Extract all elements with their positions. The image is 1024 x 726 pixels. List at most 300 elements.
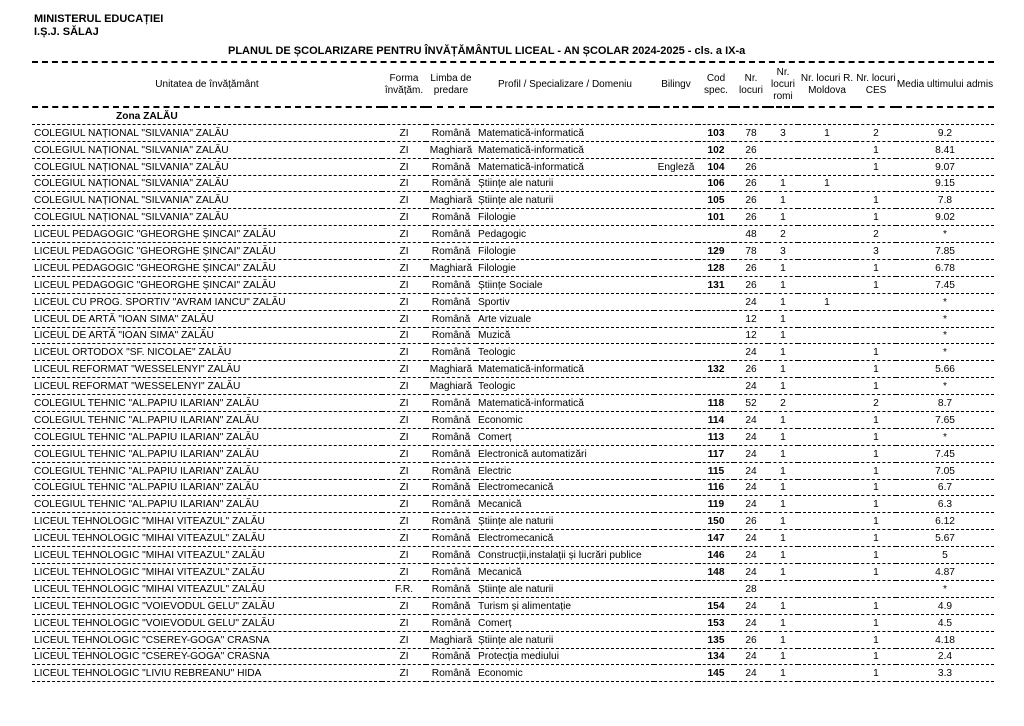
cell-ces: 1 [856, 648, 896, 665]
column-header: Limba de predare [426, 64, 476, 107]
cell-ces: 1 [856, 445, 896, 462]
cell-ces: 1 [856, 412, 896, 429]
cell-profil: Filologie [476, 209, 654, 226]
cell-romi: 1 [768, 597, 798, 614]
cell-romi: 1 [768, 614, 798, 631]
cell-media: 4.5 [896, 614, 994, 631]
cell-cod: 113 [698, 428, 734, 445]
column-header: Unitatea de învățământ [32, 64, 382, 107]
cell-moldova [798, 513, 856, 530]
cell-media: * [896, 310, 994, 327]
cell-forma: ZI [382, 175, 426, 192]
cell-cod [698, 344, 734, 361]
cell-bilingv [654, 226, 698, 243]
cell-profil: Științe ale naturii [476, 175, 654, 192]
cell-locuri: 26 [734, 192, 768, 209]
cell-media: 8.7 [896, 395, 994, 412]
cell-locuri: 26 [734, 276, 768, 293]
cell-moldova [798, 648, 856, 665]
cell-unit: LICEUL CU PROG. SPORTIV "AVRAM IANCU" ZALĂU [32, 293, 382, 310]
cell-romi: 1 [768, 412, 798, 429]
cell-media: 6.7 [896, 479, 994, 496]
cell-cod [698, 226, 734, 243]
cell-bilingv [654, 631, 698, 648]
cell-locuri: 24 [734, 378, 768, 395]
cell-cod: 150 [698, 513, 734, 530]
cell-unit: LICEUL PEDAGOGIC "GHEORGHE ȘINCAI" ZALĂU [32, 243, 382, 260]
table-row [32, 530, 994, 547]
cell-ces: 2 [856, 395, 896, 412]
cell-cod: 132 [698, 361, 734, 378]
cell-limba: Română [426, 479, 476, 496]
cell-media: 5.67 [896, 530, 994, 547]
cell-romi: 3 [768, 243, 798, 260]
cell-locuri: 26 [734, 141, 768, 158]
table-row [32, 209, 994, 226]
cell-ces: 1 [856, 665, 896, 682]
cell-forma: ZI [382, 158, 426, 175]
cell-moldova [798, 530, 856, 547]
cell-forma: ZI [382, 192, 426, 209]
cell-forma: ZI [382, 378, 426, 395]
cell-cod: 153 [698, 614, 734, 631]
header-rule [32, 61, 994, 63]
cell-romi: 1 [768, 175, 798, 192]
cell-cod: 145 [698, 665, 734, 682]
cell-unit: LICEUL PEDAGOGIC "GHEORGHE ȘINCAI" ZALĂU [32, 276, 382, 293]
cell-bilingv [654, 361, 698, 378]
cell-limba: Maghiară [426, 141, 476, 158]
cell-forma: ZI [382, 648, 426, 665]
cell-limba: Română [426, 276, 476, 293]
table-row [32, 597, 994, 614]
cell-cod: 104 [698, 158, 734, 175]
table-row [32, 124, 994, 141]
table-row [32, 260, 994, 277]
cell-locuri: 48 [734, 226, 768, 243]
cell-ces: 1 [856, 141, 896, 158]
cell-romi: 1 [768, 378, 798, 395]
cell-profil: Științe ale naturii [476, 631, 654, 648]
cell-media: 5.66 [896, 361, 994, 378]
cell-bilingv [654, 327, 698, 344]
cell-limba: Română [426, 344, 476, 361]
cell-romi: 1 [768, 462, 798, 479]
cell-ces: 1 [856, 361, 896, 378]
cell-profil: Mecanică [476, 564, 654, 581]
cell-locuri: 24 [734, 462, 768, 479]
cell-unit: LICEUL TEHNOLOGIC "MIHAI VITEAZUL" ZALĂU [32, 564, 382, 581]
cell-cod: 147 [698, 530, 734, 547]
cell-limba: Maghiară [426, 361, 476, 378]
cell-moldova [798, 614, 856, 631]
cell-media: 8.41 [896, 141, 994, 158]
table-row [32, 344, 994, 361]
cell-romi: 1 [768, 648, 798, 665]
column-header: Nr. locuri romi [768, 64, 798, 107]
table-row [32, 665, 994, 682]
cell-ces [856, 327, 896, 344]
cell-locuri: 24 [734, 344, 768, 361]
cell-locuri: 24 [734, 648, 768, 665]
cell-bilingv [654, 665, 698, 682]
cell-limba: Română [426, 462, 476, 479]
cell-romi: 1 [768, 310, 798, 327]
cell-locuri: 24 [734, 412, 768, 429]
cell-limba: Română [426, 580, 476, 597]
cell-unit: LICEUL REFORMAT "WESSELENYI" ZALĂU [32, 361, 382, 378]
cell-romi: 1 [768, 327, 798, 344]
cell-romi: 1 [768, 564, 798, 581]
cell-bilingv [654, 513, 698, 530]
cell-forma: ZI [382, 462, 426, 479]
cell-unit: LICEUL PEDAGOGIC "GHEORGHE ȘINCAI" ZALĂU [32, 260, 382, 277]
table-row [32, 547, 994, 564]
column-header: Nr. locuri CES [856, 64, 896, 107]
cell-romi: 1 [768, 513, 798, 530]
cell-unit: LICEUL TEHNOLOGIC "CSEREY-GOGA" CRASNA [32, 648, 382, 665]
cell-media: * [896, 226, 994, 243]
cell-cod [698, 580, 734, 597]
cell-media: * [896, 378, 994, 395]
cell-profil: Științe Sociale [476, 276, 654, 293]
cell-romi [768, 158, 798, 175]
cell-moldova [798, 665, 856, 682]
cell-ces: 2 [856, 226, 896, 243]
cell-bilingv [654, 395, 698, 412]
cell-unit: LICEUL DE ARTĂ "IOAN SIMA" ZALĂU [32, 327, 382, 344]
cell-media: 7.05 [896, 462, 994, 479]
cell-bilingv [654, 428, 698, 445]
cell-forma: ZI [382, 124, 426, 141]
cell-media: 7.8 [896, 192, 994, 209]
cell-ces: 1 [856, 631, 896, 648]
cell-media: 6.3 [896, 496, 994, 513]
cell-profil: Matematică-informatică [476, 124, 654, 141]
cell-limba: Română [426, 124, 476, 141]
cell-cod: 102 [698, 141, 734, 158]
cell-media: 9.2 [896, 124, 994, 141]
cell-romi [768, 580, 798, 597]
cell-locuri: 24 [734, 564, 768, 581]
cell-ces: 3 [856, 243, 896, 260]
cell-unit: COLEGIUL NAȚIONAL "SILVANIA" ZALĂU [32, 124, 382, 141]
cell-bilingv [654, 648, 698, 665]
cell-unit: LICEUL TEHNOLOGIC "LIVIU REBREANU" HIDA [32, 665, 382, 682]
table-row [32, 361, 994, 378]
cell-cod: 106 [698, 175, 734, 192]
cell-moldova [798, 361, 856, 378]
table-row [32, 513, 994, 530]
table-row [32, 226, 994, 243]
cell-moldova [798, 158, 856, 175]
cell-media: 7.45 [896, 276, 994, 293]
cell-ces: 1 [856, 260, 896, 277]
cell-bilingv [654, 412, 698, 429]
cell-locuri: 26 [734, 158, 768, 175]
cell-unit: COLEGIUL NAȚIONAL "SILVANIA" ZALĂU [32, 158, 382, 175]
cell-bilingv [654, 530, 698, 547]
cell-bilingv [654, 564, 698, 581]
cell-locuri: 52 [734, 395, 768, 412]
cell-limba: Română [426, 209, 476, 226]
cell-unit: LICEUL TEHNOLOGIC "VOIEVODUL GELU" ZALĂU [32, 597, 382, 614]
cell-profil: Științe ale naturii [476, 192, 654, 209]
cell-limba: Maghiară [426, 631, 476, 648]
cell-profil: Mecanică [476, 496, 654, 513]
cell-profil: Protecția mediului [476, 648, 654, 665]
cell-profil: Științe ale naturii [476, 580, 654, 597]
table-row [32, 293, 994, 310]
column-header: Nr. locuri R. Moldova [798, 64, 856, 107]
cell-locuri: 12 [734, 327, 768, 344]
cell-unit: LICEUL ORTODOX "SF. NICOLAE" ZALĂU [32, 344, 382, 361]
cell-bilingv [654, 597, 698, 614]
cell-cod: 146 [698, 547, 734, 564]
cell-profil: Pedagogic [476, 226, 654, 243]
cell-forma: ZI [382, 496, 426, 513]
cell-forma: ZI [382, 479, 426, 496]
table-row [32, 327, 994, 344]
cell-forma: ZI [382, 513, 426, 530]
cell-bilingv [654, 209, 698, 226]
column-header: Profil / Specializare / Domeniu [476, 64, 654, 107]
cell-unit: LICEUL TEHNOLOGIC "CSEREY-GOGA" CRASNA [32, 631, 382, 648]
cell-romi: 1 [768, 428, 798, 445]
cell-limba: Română [426, 496, 476, 513]
cell-locuri: 24 [734, 445, 768, 462]
cell-locuri: 12 [734, 310, 768, 327]
cell-media: 2.4 [896, 648, 994, 665]
cell-unit: LICEUL TEHNOLOGIC "VOIEVODUL GELU" ZALĂU [32, 614, 382, 631]
cell-moldova [798, 564, 856, 581]
cell-cod [698, 293, 734, 310]
table-row [32, 428, 994, 445]
cell-forma: ZI [382, 260, 426, 277]
cell-ces: 1 [856, 158, 896, 175]
cell-locuri: 26 [734, 513, 768, 530]
cell-profil: Electromecanică [476, 479, 654, 496]
cell-ces: 1 [856, 209, 896, 226]
cell-profil: Muzică [476, 327, 654, 344]
table-row [32, 631, 994, 648]
cell-locuri: 78 [734, 124, 768, 141]
cell-forma: ZI [382, 614, 426, 631]
cell-cod: 148 [698, 564, 734, 581]
cell-ces: 1 [856, 428, 896, 445]
cell-unit: COLEGIUL NAȚIONAL "SILVANIA" ZALĂU [32, 192, 382, 209]
cell-unit: COLEGIUL TEHNIC "AL.PAPIU ILARIAN" ZALĂU [32, 428, 382, 445]
cell-media: * [896, 344, 994, 361]
cell-bilingv [654, 547, 698, 564]
table-row [32, 310, 994, 327]
cell-limba: Maghiară [426, 192, 476, 209]
cell-forma: ZI [382, 361, 426, 378]
cell-forma: ZI [382, 310, 426, 327]
cell-profil: Comerț [476, 614, 654, 631]
cell-moldova [798, 412, 856, 429]
cell-moldova [798, 243, 856, 260]
cell-forma: ZI [382, 344, 426, 361]
cell-ces: 1 [856, 614, 896, 631]
cell-cod [698, 310, 734, 327]
cell-ces [856, 293, 896, 310]
cell-profil: Comerț [476, 428, 654, 445]
inspectorate-header: I.Ș.J. SĂLAJ [34, 26, 99, 38]
table-row [32, 479, 994, 496]
cell-romi [768, 141, 798, 158]
cell-moldova [798, 428, 856, 445]
cell-limba: Română [426, 293, 476, 310]
cell-moldova: 1 [798, 293, 856, 310]
cell-unit: LICEUL DE ARTĂ "IOAN SIMA" ZALĂU [32, 310, 382, 327]
cell-media: * [896, 428, 994, 445]
cell-unit: LICEUL REFORMAT "WESSELENYI" ZALĂU [32, 378, 382, 395]
table-row [32, 614, 994, 631]
cell-profil: Matematică-informatică [476, 158, 654, 175]
cell-forma: ZI [382, 530, 426, 547]
cell-locuri: 26 [734, 260, 768, 277]
cell-ces: 1 [856, 276, 896, 293]
cell-ces: 1 [856, 378, 896, 395]
cell-limba: Română [426, 530, 476, 547]
cell-romi: 1 [768, 361, 798, 378]
cell-limba: Maghiară [426, 260, 476, 277]
cell-locuri: 24 [734, 479, 768, 496]
cell-bilingv [654, 378, 698, 395]
cell-moldova [798, 310, 856, 327]
document-title: PLANUL DE ȘCOLARIZARE PENTRU ÎNVĂȚĂMÂNTUL LICEAL - AN ȘCOLAR 2024-2025 - cls. a IX-a [228, 45, 746, 57]
cell-bilingv [654, 462, 698, 479]
cell-bilingv [654, 276, 698, 293]
cell-romi: 1 [768, 479, 798, 496]
cell-profil: Electromecanică [476, 530, 654, 547]
schooling-plan-table [32, 64, 994, 682]
cell-media: 3.3 [896, 665, 994, 682]
cell-cod: 114 [698, 412, 734, 429]
column-header: Cod spec. [698, 64, 734, 107]
cell-media: 4.87 [896, 564, 994, 581]
cell-media: 6.12 [896, 513, 994, 530]
cell-romi: 1 [768, 344, 798, 361]
cell-cod: 117 [698, 445, 734, 462]
cell-profil: Filologie [476, 243, 654, 260]
cell-media: 6.78 [896, 260, 994, 277]
cell-unit: LICEUL TEHNOLOGIC "MIHAI VITEAZUL" ZALĂU [32, 513, 382, 530]
cell-limba: Română [426, 665, 476, 682]
cell-media: 7.65 [896, 412, 994, 429]
cell-bilingv [654, 260, 698, 277]
cell-forma: ZI [382, 445, 426, 462]
cell-limba: Română [426, 428, 476, 445]
cell-limba: Română [426, 158, 476, 175]
cell-ces [856, 175, 896, 192]
cell-moldova: 1 [798, 124, 856, 141]
cell-bilingv [654, 496, 698, 513]
cell-unit: COLEGIUL NAȚIONAL "SILVANIA" ZALĂU [32, 141, 382, 158]
cell-locuri: 24 [734, 428, 768, 445]
cell-romi: 1 [768, 293, 798, 310]
cell-bilingv [654, 124, 698, 141]
cell-locuri: 26 [734, 209, 768, 226]
cell-romi: 1 [768, 631, 798, 648]
table-row [32, 445, 994, 462]
cell-romi: 1 [768, 192, 798, 209]
cell-limba: Română [426, 243, 476, 260]
cell-profil: Matematică-informatică [476, 141, 654, 158]
zone-row [32, 107, 994, 124]
cell-bilingv [654, 310, 698, 327]
table-row [32, 648, 994, 665]
cell-unit: LICEUL TEHNOLOGIC "MIHAI VITEAZUL" ZALĂU [32, 530, 382, 547]
cell-cod: 116 [698, 479, 734, 496]
cell-moldova [798, 462, 856, 479]
cell-limba: Română [426, 395, 476, 412]
cell-limba: Română [426, 412, 476, 429]
cell-media: 4.18 [896, 631, 994, 648]
table-row [32, 395, 994, 412]
cell-ces [856, 310, 896, 327]
cell-cod: 115 [698, 462, 734, 479]
cell-moldova [798, 209, 856, 226]
cell-profil: Științe ale naturii [476, 513, 654, 530]
cell-moldova [798, 276, 856, 293]
cell-romi: 1 [768, 496, 798, 513]
cell-forma: ZI [382, 597, 426, 614]
cell-unit: COLEGIUL TEHNIC "AL.PAPIU ILARIAN" ZALĂU [32, 479, 382, 496]
cell-cod: 135 [698, 631, 734, 648]
cell-unit: COLEGIUL TEHNIC "AL.PAPIU ILARIAN" ZALĂU [32, 496, 382, 513]
cell-moldova [798, 378, 856, 395]
column-header: Nr. locuri [734, 64, 768, 107]
cell-locuri: 24 [734, 547, 768, 564]
cell-romi: 2 [768, 395, 798, 412]
table-row [32, 412, 994, 429]
cell-locuri: 24 [734, 665, 768, 682]
cell-profil: Matematică-informatică [476, 361, 654, 378]
cell-profil: Teologic [476, 344, 654, 361]
cell-ces: 1 [856, 513, 896, 530]
cell-cod: 128 [698, 260, 734, 277]
cell-profil: Electric [476, 462, 654, 479]
cell-locuri: 24 [734, 293, 768, 310]
cell-limba: Română [426, 226, 476, 243]
cell-locuri: 24 [734, 530, 768, 547]
cell-media: 7.85 [896, 243, 994, 260]
cell-media: * [896, 580, 994, 597]
cell-moldova [798, 631, 856, 648]
cell-cod: 119 [698, 496, 734, 513]
cell-media: 9.02 [896, 209, 994, 226]
cell-profil: Electronică automatizări [476, 445, 654, 462]
cell-profil: Arte vizuale [476, 310, 654, 327]
cell-bilingv [654, 479, 698, 496]
cell-media: 9.07 [896, 158, 994, 175]
cell-unit: COLEGIUL NAȚIONAL "SILVANIA" ZALĂU [32, 209, 382, 226]
table-row [32, 243, 994, 260]
cell-romi: 2 [768, 226, 798, 243]
cell-forma: ZI [382, 665, 426, 682]
cell-bilingv [654, 614, 698, 631]
cell-bilingv: Engleză [654, 158, 698, 175]
cell-moldova: 1 [798, 175, 856, 192]
cell-ces: 1 [856, 344, 896, 361]
cell-romi: 1 [768, 665, 798, 682]
table-row [32, 276, 994, 293]
cell-limba: Română [426, 564, 476, 581]
column-header: Media ultimului admis [896, 64, 994, 107]
cell-romi: 1 [768, 547, 798, 564]
